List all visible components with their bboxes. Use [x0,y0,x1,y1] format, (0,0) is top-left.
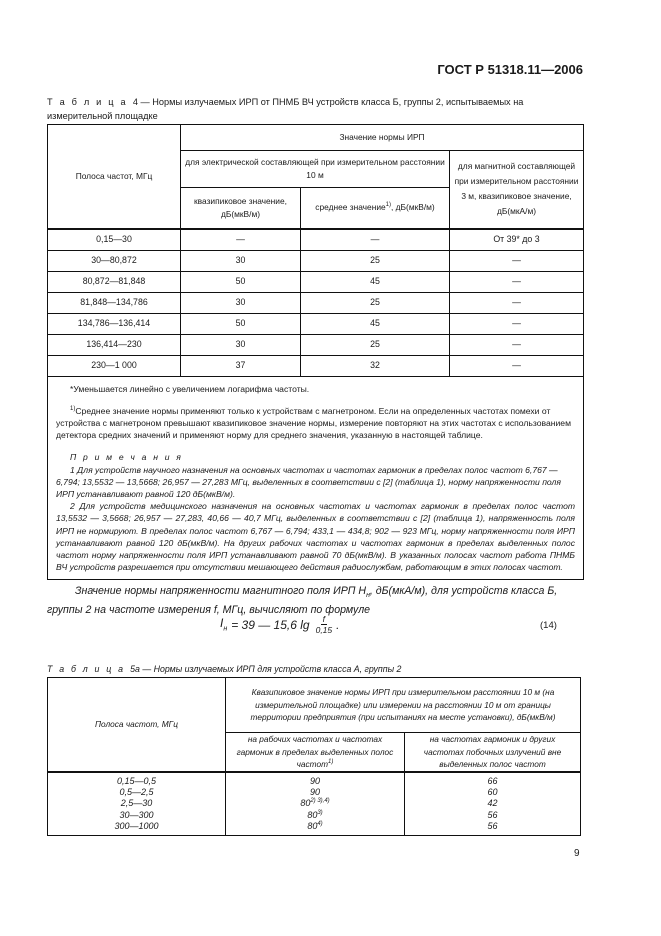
footnote-ref: 1) [385,202,392,209]
cell-magnetic: — [450,292,584,313]
cell-band: 0,15—0,5 [116,775,157,786]
formula-lhs-sub: н [223,625,228,633]
footnote-ref: 4) [317,821,323,828]
cell-working-value: 80 [307,809,318,820]
cell-average: 25 [301,292,450,313]
cell-average: 25 [301,334,450,355]
table-row [48,355,584,376]
table-row [48,271,584,292]
paragraph-text-b: , дБ(мкА/м), для устройств класса Б, группы 2 на частоте измерения f, МГц, вычисляют по формуле [47,585,558,617]
cell-magnetic: — [450,313,584,334]
cell-band: 0,5—2,5 [119,786,154,797]
table4-notes [48,376,584,580]
cell-band: 0,15—30 [48,229,181,251]
cell-band: 300—1000 [114,821,159,832]
cell-working [230,821,400,832]
cell-average: 45 [301,271,450,292]
table5a-caption [47,664,401,674]
table-row [48,229,584,251]
header-freq-band: Полоса частот, МГц [48,678,226,772]
header-quasi-peak: квазипиковое значение, дБ(мкВ/м) [181,188,301,229]
header-electric: для электрической составляющей при измерительном расстоянии 10 м [181,151,450,188]
cell-magnetic: — [450,271,584,292]
cell-magnetic: От 39* до 3 [450,229,584,251]
cell-working [230,787,400,798]
notes-title: П р и м е ч а н и я [70,452,184,463]
table4-caption-prefix: Т а б л и ц а [47,97,128,107]
cell-working-value: 80 [300,798,311,809]
cell-quasi-peak: 30 [181,334,301,355]
cell-average: 45 [301,313,450,334]
table5a [47,677,581,836]
cell-band: 230—1 000 [48,355,181,376]
cell-working [230,798,400,809]
cell-harmonics: 56 [487,809,498,820]
cell-harmonics-values [405,772,581,836]
formula-rhs: = 39 — 15,6 lg [231,617,310,632]
cell-harmonics: 56 [487,821,498,832]
cell-magnetic: — [450,355,584,376]
cell-quasi-peak: — [181,229,301,251]
table5a-caption-text: 5а — Нормы излучаемых ИРП для устройств класса А, группы 2 [130,664,402,674]
paragraph-sub: н [366,592,370,600]
formula-tail: . [336,617,340,632]
footnote-1-text: Среднее значение нормы применяют только к устройствам с магнетроном. Если на определенных частотах помехи от устройства с магнетроном превышают квазипиковое значение нормы, измерение повторяют на этих частотах с использованием детектора средних значений и применяют норму для среднего значения, указанную в настоящей таблице. [56,405,571,441]
cell-band: 30—80,872 [48,250,181,271]
header-freq-band: Полоса частот, МГц [48,125,181,229]
cell-working [230,776,400,787]
cell-band: 80,872—81,848 [48,271,181,292]
cell-quasi-peak: 50 [181,313,301,334]
cell-harmonics: 42 [487,798,498,809]
formula-fraction [316,614,333,635]
cell-band: 81,848—134,786 [48,292,181,313]
cell-working-value: 90 [309,786,320,797]
table4-caption-text: 4 — Нормы излучаемых ИРП от ПНМБ ВЧ устройств класса Б, группы 2, испытываемых на измерительной площадке [47,97,524,121]
cell-band: 136,414—230 [48,334,181,355]
formula-intro-paragraph [47,584,583,618]
paragraph-text-a: Значение нормы напряженности магнитного поля ИРП Н [75,585,367,597]
header-average-label: среднее значение [315,202,386,213]
cell-working-values [226,772,405,836]
cell-quasi-peak: 37 [181,355,301,376]
page-number: 9 [574,848,580,859]
header-magnetic: для магнитной составляющей при измерительном расстоянии 3 м, квазипиковое значение, дБ(мкА/м) [450,151,584,229]
cell-average: 32 [301,355,450,376]
header-harmonics: на частотах гармоник и других частотах побочных излучений вне выделенных полос частот [405,733,581,772]
cell-average: — [301,229,450,251]
table-row [48,250,584,271]
header-average [301,188,450,229]
cell-working-value: 90 [309,775,320,786]
table-row [48,313,584,334]
table4 [47,124,584,580]
formula-14 [220,614,339,635]
cell-band: 134,786—136,414 [48,313,181,334]
cell-working [230,810,400,821]
formula-denominator: 0,15 [315,625,333,635]
cell-quasi-peak: 30 [181,250,301,271]
table4-caption [47,95,583,123]
cell-magnetic: — [450,334,584,355]
formula-lhs: I [220,616,224,631]
cell-average: 25 [301,250,450,271]
header-working-label: на рабочих частотах и частотах гармоник в пределах выделенных полос частот [236,734,394,770]
header-quasi-peak: Квазипиковое значение нормы ИРП при измерительном расстоянии 10 м (на измерительной площадке) или измерении на расстоянии 10 м от границы территории предприятия (при испытаниях на месте установки), дБ(мкВ/м) [226,678,581,733]
document-id: ГОСТ Р 51318.11—2006 [437,62,583,77]
footnote-1-marker: 1) [70,405,76,412]
cell-magnetic: — [450,250,584,271]
table-body [48,772,581,836]
cell-working-value: 80 [307,821,318,832]
equation-number: (14) [540,620,557,631]
header-working [226,733,405,772]
cell-quasi-peak: 30 [181,292,301,313]
note-1: 1 Для устройств научного назначения на основных частотах и частотах гармоник в пределах полос частот 6,767 — 6,794; 13,5532 — 13,5668; 26,957 — 27,283 МГц, выделенных в соответствии с [2] (таблица 1), норму напряженности поля ИРП устанавливают равной 120 дБ(мкВ/м). [56,464,561,499]
footnote-star: *Уменьшается линейно с увеличением логарифма частоты. [70,383,310,394]
cell-band: 2,5—30 [120,798,153,809]
footnote-1 [56,405,575,442]
footnote-ref: 3) [317,809,323,816]
table-row [48,292,584,313]
cell-harmonics: 60 [487,786,498,797]
table-row [48,334,584,355]
table5a-caption-prefix: Т а б л и ц а [47,664,126,674]
formula-numerator: f [322,614,326,624]
cell-quasi-peak: 50 [181,271,301,292]
cell-harmonics: 66 [487,775,498,786]
cell-bands [48,772,226,836]
note-2: 2 Для устройств медицинского назначения на основных частотах и частотах гармоник в пределах полос частот 13,5532 — 3,5668; 26,957 — 27,283, 40,66 — 40,7 МГц, выделенных в соответствии с [2] (таблица 1), напряженность поля ИРП не нормируют. В пределах полос частот 6,767 — 6,794; 433,1 — 434,8; 902 — 923 МГц, норму напряженности поля ИРП устанавливают равной 120 дБ(мкВ/м). На других рабочих частотах и частотах гармоник в пределах выделенных полос частот норму напряженности поля ИРП устанавливают равной 70 дБ(мкВ/м). В указанных полосах частот работа ПНМБ ВЧ устройств разрешается при отсутствии мешающего действия радиослужбам, работающим в этих полосах частот. [56,501,576,573]
footnote-ref: 1) [328,759,334,766]
footnote-ref: 2) 3),4) [310,798,330,805]
header-norm-value: Значение нормы ИРП [181,125,584,151]
header-average-unit: , дБ(мкВ/м) [391,202,435,213]
cell-band: 30—300 [119,809,154,820]
